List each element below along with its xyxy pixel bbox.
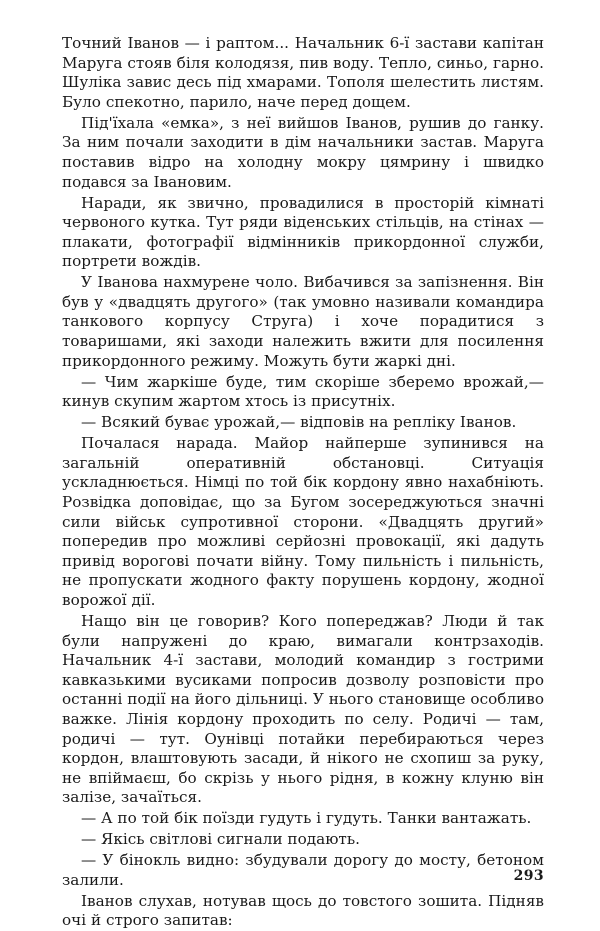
paragraph-1: Точний Іванов — і раптом... Начальник 6-ї застави капітан Маруга стояв біля колодязя, пив воду. Тепло, синьо, гарно. Шуліка завис десь під хмарами. Тополя шелестить листям. Було спекотно, парило, наче перед дощем. (62, 34, 544, 111)
paragraph-7: Іванов слухав, нотував щось до товстого зошита. Підняв очі й строго запитав: (62, 891, 544, 930)
dialogue-line-4: — Якісь світлові сигнали подають. (81, 830, 360, 849)
paragraph-6: Нащо він це говорив? Кого попереджав? Люди й так були напружені до краю, вимагали контрзаходів. Начальник 4-ї застави, молодий командир з гострими кавказькими вусиками попросив дозволу розповісти про останні події на його дільниці. У нього становище особливо важке. Лінія кордону проходить по селу. Родичі — там, родичі — тут. Оунівці потайки перебираються через кордон, влаштовують засади, й нікого не схопиш за руку, не впіймаєш, бо скрізь у нього рідня, в кожну клуню він залізе, зачаїться. (62, 611, 544, 807)
dialogue-line-1: — Чим жаркіше буде, тим скоріше зберемо врожай,— кинув скупим жартом хтось із присутніх. (62, 372, 544, 411)
dialogue-line-2: — Всякий буває урожай,— відповів на репліку Іванов. (81, 413, 517, 432)
dialogue-line-3: — А по той бік поїзди гудуть і гудуть. Танки вантажать. (81, 809, 532, 828)
page-body (62, 34, 544, 931)
paragraph-4: У Іванова нахмурене чоло. Вибачився за запізнення. Він був у «двадцять другого» (так умовно називали командира танкового корпусу Струга) і хоче порадитися з товаришами, які заходи належить вжити для посилення прикордонного режиму. Можуть бути жаркі дні. (62, 273, 544, 370)
dialogue-line-5: — У бінокль видно: збудували дорогу до мосту, бетоном залили. (62, 851, 544, 889)
paragraph-2: Під'їхала «емка», з неї вийшов Іванов, рушив до ганку. За ним почали заходити в дім начальники застав. Маруга поставив відро на холодну мокру цямрину і швидко подався за Івановим. (62, 113, 544, 191)
page-number: 293 (513, 868, 544, 884)
paragraph-3: Наради, як звично, провадилися в просторій кімнаті червоного кутка. Тут ряди віденських стільців, на стінах — плакати, фотографії відмінників прикордонної служби, портрети вождів. (62, 193, 544, 271)
paragraph-5: Почалася нарада. Майор найперше зупинився на загальній оперативній обстановці. Ситуація ускладнюється. Німці по той бік кордону явно нахабніють. Розвідка доповідає, що за Бугом зосереджуються значні сили військ супротивної сторони. «Двадцять другий» попередив про можливі серйозні провокації, які дадуть привід ворогові почати війну. Тому пильність і пильність, не пропускати жодного факту порушень кордону, жодної ворожої дії. (62, 434, 544, 609)
